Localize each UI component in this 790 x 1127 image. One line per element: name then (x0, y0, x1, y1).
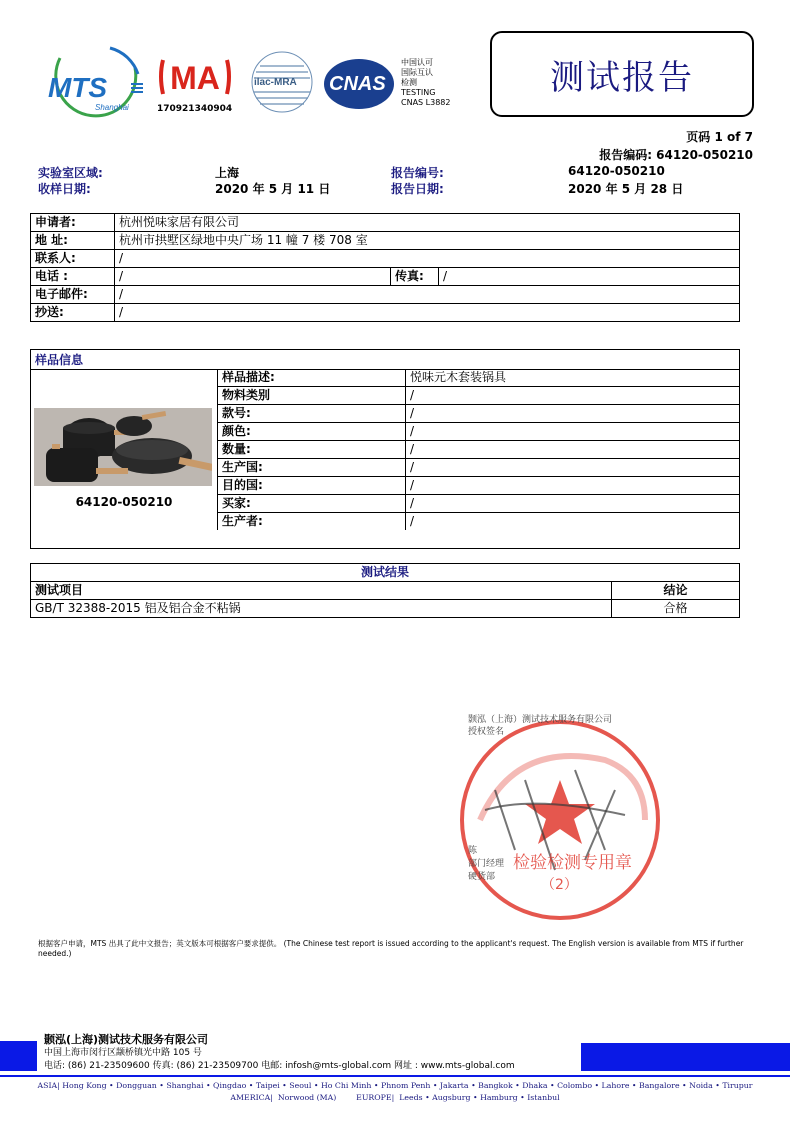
sample-table (217, 369, 739, 530)
footer-bar-right (581, 1043, 790, 1071)
sample-label: 样品描述: (218, 369, 406, 387)
results-col-conclusion: 结论 (612, 582, 740, 600)
mts-logo (40, 40, 155, 135)
footer-asia: ASIA| Hong Kong • Dongguan • Shanghai • Qingdao • Taipei • Seoul • Ho Chi Minh • Phnom Penh • Jakarta • Bangkok • Dhaka • Colombo • Lahore • Bangalore • Noida • Tirupur (37, 1081, 753, 1090)
phone-label: 电话 : (31, 268, 115, 286)
applicant-value: 杭州悦味家居有限公司 (115, 214, 740, 232)
sample-row (218, 477, 740, 495)
cnas-cn-3: 检测 (401, 78, 417, 87)
sample-label: 物料类别 (218, 387, 406, 405)
results-title: 测试结果 (31, 564, 740, 582)
report-no-label: 报告编号: (391, 166, 444, 180)
address-value: 杭州市拱墅区绿地中央广场 11 幢 7 楼 708 室 (115, 232, 740, 250)
cnas-en-1: TESTING (401, 88, 436, 97)
cc-row (31, 304, 740, 322)
sample-value: / (406, 495, 740, 513)
email-row (31, 286, 740, 304)
sample-label: 款号: (218, 405, 406, 423)
sample-value: 悦味元木套装锅具 (406, 369, 740, 387)
sample-row (218, 441, 740, 459)
applicant-row (31, 214, 740, 232)
cnas-cn-1: 中国认可 (401, 58, 433, 67)
signer-name: 陈 (468, 846, 478, 856)
address-row (31, 232, 740, 250)
sign-company: 颢泓（上海）测试技术服务有限公司 (468, 715, 613, 725)
report-title-box (490, 31, 754, 117)
receipt-date-label: 收样日期: (38, 182, 91, 196)
sample-row (218, 405, 740, 423)
report-date: 2020 年 5 月 28 日 (568, 182, 684, 196)
sample-value: / (406, 441, 740, 459)
phone-row (31, 268, 740, 286)
footer-address: 中国上海市闵行区颛桥镇光中路 105 号 (44, 1048, 202, 1058)
sample-value: / (406, 423, 740, 441)
footer-company: 颢泓(上海)测试技术服务有限公司 (44, 1033, 209, 1046)
sample-label: 生产者: (218, 513, 406, 531)
sample-section-title: 样品信息 (35, 353, 84, 367)
language-note: 根据客户申请，MTS 出具了此中文报告；英文版本可根据客户要求提供。 (The Chinese test report is issued according to the applicant's request. The English version is available from MTS if further needed.) (38, 939, 744, 958)
lab-area: 上海 (215, 166, 240, 180)
sample-value: / (406, 459, 740, 477)
cnas-caption (401, 58, 450, 108)
sample-label: 颜色: (218, 423, 406, 441)
footer-bar-left (0, 1041, 37, 1071)
sample-section (30, 349, 740, 549)
sample-value: / (406, 405, 740, 423)
page-number: 页码 1 of 7 (686, 130, 753, 144)
email-value: / (115, 286, 740, 304)
email-label: 电子邮件: (31, 286, 115, 304)
fax-value: / (439, 268, 740, 286)
sample-label: 买家: (218, 495, 406, 513)
receipt-date: 2020 年 5 月 11 日 (215, 182, 331, 196)
sample-value: / (406, 387, 740, 405)
results-table (30, 563, 740, 618)
contact-value: / (115, 250, 740, 268)
sample-row (218, 369, 740, 387)
address-label: 地 址: (31, 232, 115, 250)
result-conclusion: 合格 (612, 600, 740, 618)
results-row (31, 600, 740, 618)
fax-label: 传真: (391, 268, 439, 286)
sign-auth: 授权签名 (468, 727, 505, 737)
report-no: 64120-050210 (568, 164, 665, 178)
report-date-label: 报告日期: (391, 182, 444, 196)
cnas-en-2: CNAS L3882 (401, 98, 451, 107)
cc-label: 抄送: (31, 304, 115, 322)
sample-value: / (406, 477, 740, 495)
ilac-logo (250, 50, 320, 120)
svg-text:MA: MA (170, 60, 220, 96)
phone-value: / (115, 268, 391, 286)
results-col-item: 测试项目 (31, 582, 612, 600)
ilac-text: ilac-MRA (254, 77, 297, 88)
stamp-number: （2） (541, 877, 578, 893)
report-code: 报告编码: 64120-050210 (599, 148, 753, 162)
sample-row (218, 459, 740, 477)
report-title: 测试报告 (550, 57, 694, 98)
stamp-text: 检验检测专用章 (513, 853, 632, 873)
sample-row (218, 423, 740, 441)
applicant-label: 申请者: (31, 214, 115, 232)
sample-row (218, 387, 740, 405)
sample-label: 生产国: (218, 459, 406, 477)
contact-row (31, 250, 740, 268)
cc-value: / (115, 304, 740, 322)
cnas-text: CNAS (329, 73, 386, 95)
sample-value: / (406, 513, 740, 531)
sample-label: 数量: (218, 441, 406, 459)
ma-number: 170921340904 (157, 104, 233, 114)
mts-logo-text: MTS (48, 72, 108, 103)
mts-logo-sub: Shanghai (95, 103, 129, 112)
sample-row (218, 513, 740, 531)
footer-contact: 电话: (86) 21-23509600 传真: (86) 21-23509700 电邮: infosh@mts-global.com 网址 : www.mts-global.com (44, 1061, 515, 1071)
sample-label: 目的国: (218, 477, 406, 495)
cnas-cn-2: 国际互认 (401, 68, 433, 77)
results-header-row (31, 582, 740, 600)
sample-photo (34, 408, 212, 486)
result-item: GB/T 32388-2015 铝及铝合金不粘锅 (31, 600, 612, 618)
contact-label: 联系人: (31, 250, 115, 268)
applicant-table (30, 213, 740, 322)
lab-area-label: 实验室区域: (38, 166, 103, 180)
footer-america-europe: AMERICA| Norwood (MA) EUROPE| Leeds • Augsburg • Hamburg • Istanbul (230, 1093, 560, 1102)
signer-title-1: 部门经理 (468, 859, 505, 869)
sample-row (218, 495, 740, 513)
signer-title-2: 硬货部 (468, 872, 496, 882)
photo-caption: 64120-050210 (75, 495, 173, 509)
ma-logo (155, 50, 235, 120)
cnas-logo (323, 58, 395, 110)
